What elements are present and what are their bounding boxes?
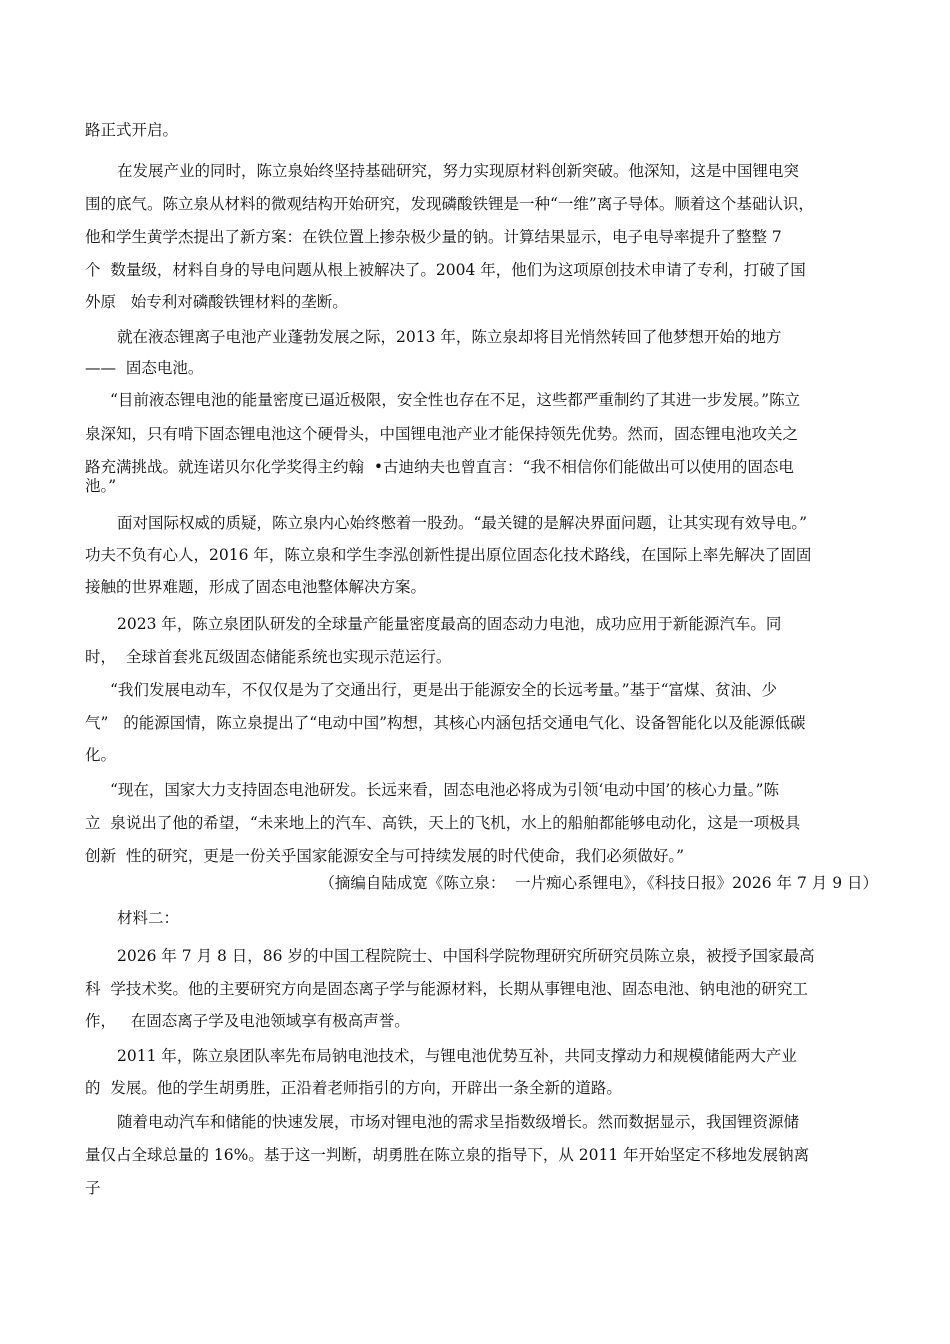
text-line: 外原 始专利对磷酸铁锂材料的垄断。 [85,293,348,311]
text-line: 2011 年，陈立泉团队率先布局钠电池技术，与锂电池优势互补，共同支撑动力和规模储能两大产业 [117,1047,797,1065]
text-line: 就在液态锂离子电池产业蓬勃发展之际，2013 年，陈立泉却将目光悄然转回了他梦想开始的地方 [117,328,782,346]
text-line: 围的底气。陈立泉从材料的微观结构开始研究，发现磷酸铁锂是一种“一维”离子导体。顺着这个基础认识， [85,195,814,213]
text-line: 科 学技术奖。他的主要研究方向是固态离子学与能源材料，长期从事锂电池、固态电池、钠电池的研究工 [85,980,808,998]
text-line: 2026 年 7 月 8 日，86 岁的中国工程院院士、中国科学院物理研究所研究员陈立泉，被授予国家最高 [117,947,815,965]
text-line: 在发展产业的同时，陈立泉始终坚持基础研究，努力实现原材料创新突破。他深知，这是中国锂电突 [117,162,800,180]
text-line: 时， 全球首套兆瓦级固态储能系统也实现示范运行。 [85,648,452,666]
text-line: 的 发展。他的学生胡勇胜，正沿着老师指引的方向，开辟出一条全新的道路。 [85,1079,622,1097]
text-line: “我们发展电动车，不仅仅是为了交通出行，更是出于能源安全的长远考量。”基于“富煤、贫油、少 [110,681,778,699]
text-line: 作， 在固态离子学及电池领域享有极高声誉。 [85,1012,410,1030]
text-line: 面对国际权威的质疑，陈立泉内心始终憋着一股劲。“最关键的是解决界面问题，让其实现有效导电。” [117,514,808,532]
text-line: 量仅占全球总量的 16%。基于这一判断，胡勇胜在陈立泉的指导下，从 2011 年开始坚定不移地发展钠离 [85,1146,810,1164]
text-line: 立 泉说出了他的希望，“未来地上的汽车、高铁，天上的飞机，水上的船舶都能够电动化，这是一项极具 [85,814,801,832]
text-line: 路正式开启。 [85,121,179,139]
text-line: “目前液态锂电池的能量密度已逼近极限，安全性也存在不足，这些都严重制约了其进一步发展。”陈立 [110,391,801,409]
text-line: —— 固态电池。 [85,359,204,377]
text-line: 子 [85,1179,101,1197]
text-line: 泉深知，只有啃下固态锂电池这个硬骨头，中国锂电池产业才能保持领先优势。然而，固态锂电池攻关之 [85,425,799,443]
text-line: 随着电动汽车和储能的快速发展，市场对锂电池的需求呈指数级增长。然而数据显示，我国锂资源储 [117,1113,800,1131]
text-line: 接触的世界难题，形成了固态电池整体解决方案。 [85,578,427,596]
source-citation: （摘编自陆成宽《陈立泉： 一片痴心系锂电》，《科技日报》2026 年 7 月 9 日） [319,874,878,892]
text-line: 化。 [85,746,117,764]
text-line: 2023 年，陈立泉团队研发的全球量产能量密度最高的固态动力电池，成功应用于新能源汽车。同 [117,615,782,633]
text-line: “现在，国家大力支持固态电池研发。长远来看，固态电池必将成为引领‘电动中国’的核心力量。”陈 [110,781,779,799]
section-heading: 材料二： [117,909,180,927]
text-line: 池。” [85,477,117,495]
text-line: 气” 的能源国情，陈立泉提出了“电动中国”构想，其核心内涵包括交通电气化、设备智能化以及能源低碳 [85,714,806,732]
text-line: 功夫不负有心人，2016 年，陈立泉和学生李泓创新性提出原位固态化技术路线，在国际上率先解决了固固 [85,546,812,564]
text-line: 创新 性的研究，更是一份关乎国家能源安全与可持续发展的时代使命，我们必须做好。” [85,847,685,865]
text-line: 个 数量级，材料自身的导电问题从根上被解决了。2004 年，他们为这项原创技术申请了专利，打破了国 [85,261,806,279]
text-line: 路充满挑战。就连诺贝尔化学奖得主约翰 •古迪纳夫也曾直言：“我不相信你们能做出可以使用的固态电 [85,458,794,476]
text-line: 他和学生黄学杰提出了新方案：在铁位置上掺杂极少量的钠。计算结果显示，电子电导率提升了整整 7 [85,228,782,246]
